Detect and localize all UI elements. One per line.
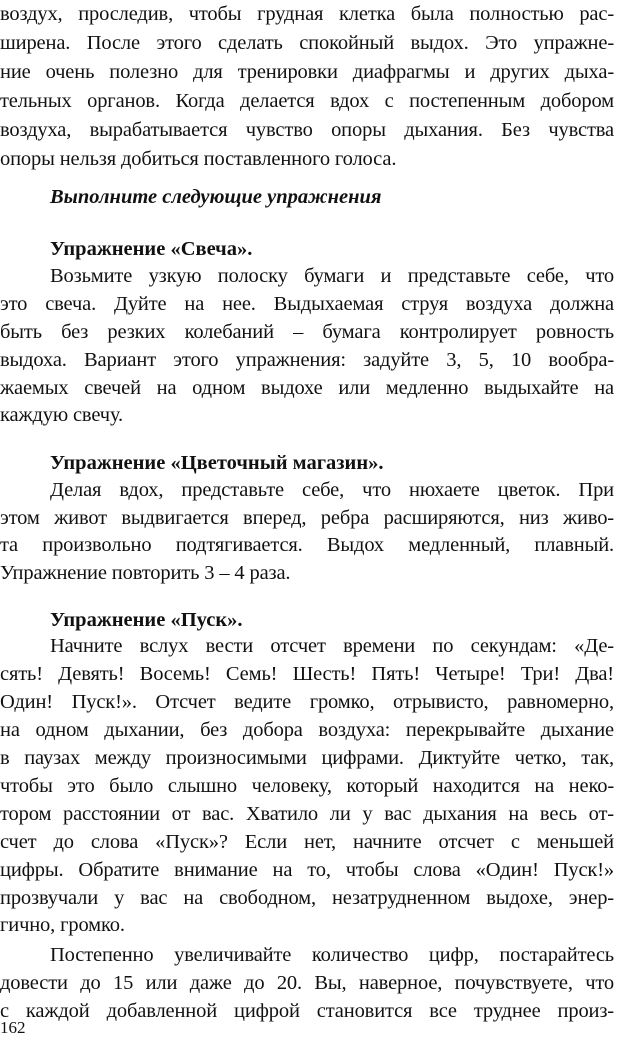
section-title: Выполните следующие упражнения <box>50 186 382 208</box>
text-line: гично, громко. <box>0 914 125 936</box>
text-line: цифры. Обратите внимание на то, чтобы слова «Один! Пуск!» <box>0 859 614 881</box>
text-line: довести до 15 или даже до 20. Вы, наверное, почувствуете, что <box>0 972 614 994</box>
text-line: Один! Пуск!». Отсчет ведите громко, отрывисто, равномерно, <box>0 691 614 713</box>
text-line: ние очень полезно для тренировки диафрагмы и других дыха- <box>0 61 614 83</box>
text-line: каждую свечу. <box>0 404 123 426</box>
text-line: ширена. После этого сделать спокойный выдох. Это упражне- <box>0 32 614 54</box>
text-line: воздуха, вырабатывается чувство опоры дыхания. Без чувства <box>0 119 614 141</box>
text-line: та произвольно подтягивается. Выдох медленный, плавный. <box>0 534 614 556</box>
text-line: опоры нельзя добиться поставленного голоса. <box>0 148 397 170</box>
text-line: тельных органов. Когда делается вдох с постепенным добором <box>0 90 614 112</box>
text-line: быть без резких колебаний – бумага контролирует ровность <box>0 321 614 343</box>
text-line: сять! Девять! Восемь! Семь! Шесть! Пять! Четыре! Три! Два! <box>0 663 614 685</box>
text-line: с каждой добавленной цифрой становится все труднее произ- <box>0 1000 614 1022</box>
text-line: выдоха. Вариант этого упражнения: задуйте 3, 5, 10 вообра- <box>0 349 614 371</box>
text-line: Возьмите узкую полоску бумаги и представьте себе, что <box>50 265 614 287</box>
text-line: жаемых свечей на одном выдохе или медленно выдыхайте на <box>0 377 614 399</box>
text-line: счет до слова «Пуск»? Если нет, начните отсчет с меньшей <box>0 831 614 853</box>
exercise-heading: Упражнение «Пуск». <box>50 609 243 631</box>
text-line: в паузах между произносимыми цифрами. Диктуйте четко, так, <box>0 747 614 769</box>
text-line: чтобы это было слышно человеку, который находится на неко- <box>0 775 614 797</box>
text-line: на одном дыхании, без добора воздуха: перекрывайте дыхание <box>0 719 614 741</box>
text-line: Делая вдох, представьте себе, что нюхаете цветок. При <box>50 479 614 501</box>
exercise-heading: Упражнение «Цветочный магазин». <box>50 452 384 474</box>
text-line: тором расстоянии от вас. Хватило ли у вас дыхания на весь от- <box>0 803 614 825</box>
exercise-heading: Упражнение «Свеча». <box>50 238 253 260</box>
text-line: Начните вслух вести отсчет времени по секундам: «Де- <box>50 635 614 657</box>
text-line: этом живот выдвигается вперед, ребра расширяются, низ живо- <box>0 507 614 529</box>
text-line: воздух, проследив, чтобы грудная клетка была полностью рас- <box>0 3 614 25</box>
text-line: Постепенно увеличивайте количество цифр, постарайтесь <box>50 944 614 966</box>
text-line: Упражнение повторить 3 – 4 раза. <box>0 562 291 584</box>
page-number: 162 <box>0 1018 26 1037</box>
text-line: это свеча. Дуйте на нее. Выдыхаемая струя воздуха должна <box>0 293 614 315</box>
text-line: прозвучали у вас на свободном, незатрудненном выдохе, энер- <box>0 887 614 909</box>
